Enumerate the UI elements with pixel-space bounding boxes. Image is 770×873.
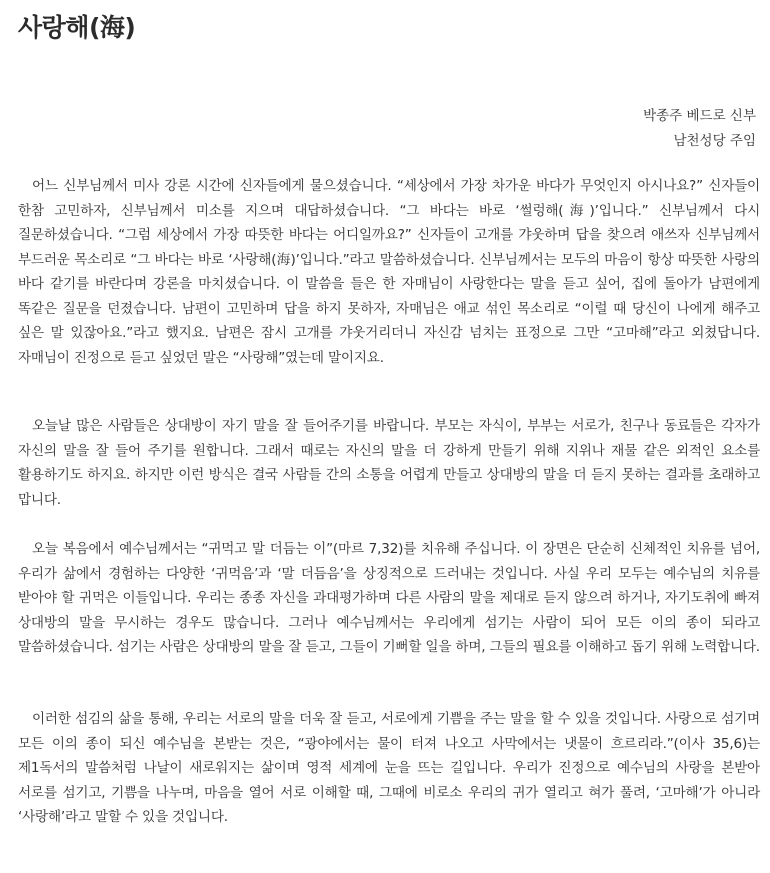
byline [643,104,756,154]
author-affiliation: 남천성당 주임 [673,133,756,149]
author-name: 박종주 베드로 신부 [643,108,756,124]
article-paragraph-3: 오늘 복음에서 예수님께서는 “귀먹고 말 더듬는 이”(마르 7,32)를 치유해 주십니다. 이 장면은 단순히 신체적인 치유를 넘어, 우리가 삶에서 경험하는 다양한 ‘귀먹음’과 ‘말 더듬음’을 상징적으로 드러내는 것입니다. 사실 우리 모두는 예수님의 치유를 받아야 할 귀먹은 이들입니다. 우리는 종종 자신을 과대평가하며 다른 사람의 말을 제대로 듣지 않으려 하거나, 자기도취에 빠져 상대방의 말을 무시하는 경우도 많습니다. 그러나 예수님께서는 우리에게 섬기는 사람이 되어 모든 이의 종이 되라고 말씀하셨습니다. 섬기는 사람은 상대방의 말을 잘 듣고, 그들이 기뻐할 일을 하며, 그들의 필요를 이해하고 돕기 위해 노력합니다. [18,541,760,655]
article-paragraph-2: 오늘날 많은 사람들은 상대방이 자기 말을 잘 들어주기를 바랍니다. 부모는 자식이, 부부는 서로가, 친구나 동료들은 각자가 자신의 말을 잘 들어 주기를 원합니다. 그래서 때로는 자신의 말을 더 강하게 만들기 위해 지위나 재물 같은 외적인 요소를 활용하기도 하지요. 하지만 이런 방식은 결국 사람들 간의 소통을 어렵게 만들고 상대방의 말을 더 듣지 못하는 결과를 초래하고 맙니다. [18,418,760,508]
article-paragraph-1: 어느 신부님께서 미사 강론 시간에 신자들에게 물으셨습니다. “세상에서 가장 차가운 바다가 무엇인지 아시나요?” 신자들이 한참 고민하자, 신부님께서 미소를 지으며 대답하셨습니다. “그 바다는 바로 ‘썰렁해(海)’입니다.” 신부님께서 다시 질문하셨습니다. “그럼 세상에서 가장 따뜻한 바다는 어디일까요?” 신자들이 고개를 갸웃하며 답을 찾으려 애쓰자 신부님께서 부드러운 목소리로 “그 바다는 바로 ‘사랑해(海)’입니다.”라고 말씀하셨습니다. 신부님께서는 모두의 마음이 항상 따뜻한 사랑의 바다 같기를 바란다며 강론을 마치셨습니다. 이 말씀을 들은 한 자매님이 사랑한다는 말을 듣고 싶어, 집에 돌아가 남편에게 똑같은 질문을 던졌습니다. 남편이 고민하며 답을 하지 못하자, 자매님은 애교 섞인 목소리로 “이럴 때 당신이 나에게 해주고 싶은 말 있잖아요.”라고 했지요. 남편은 잠시 고개를 갸웃거리더니 자신감 넘치는 표정으로 그만 “고마해”라고 외쳤답니다. 자매님이 진정으로 듣고 싶었던 말은 “사랑해”였는데 말이지요. [18,178,760,366]
article-paragraph-4: 이러한 섬김의 삶을 통해, 우리는 서로의 말을 더욱 잘 듣고, 서로에게 기쁨을 주는 말을 할 수 있을 것입니다. 사랑으로 섬기며 모든 이의 종이 되신 예수님을 본받는 것은, “광야에서는 물이 터져 나오고 사막에서는 냇물이 흐르리라.”(이사 35,6)는 제1독서의 말씀처럼 나날이 새로워지는 삶이며 영적 세계에 눈을 뜨는 길입니다. 우리가 진정으로 예수님의 사랑을 본받아 서로를 섬기고, 기쁨을 나누며, 마음을 열어 서로 이해할 때, 그때에 비로소 우리의 귀가 열리고 혀가 풀려, ‘고마해’가 아니라 ‘사랑해’라고 말할 수 있을 것입니다. [18,711,760,825]
article-title: 사랑해(海) [18,13,136,42]
